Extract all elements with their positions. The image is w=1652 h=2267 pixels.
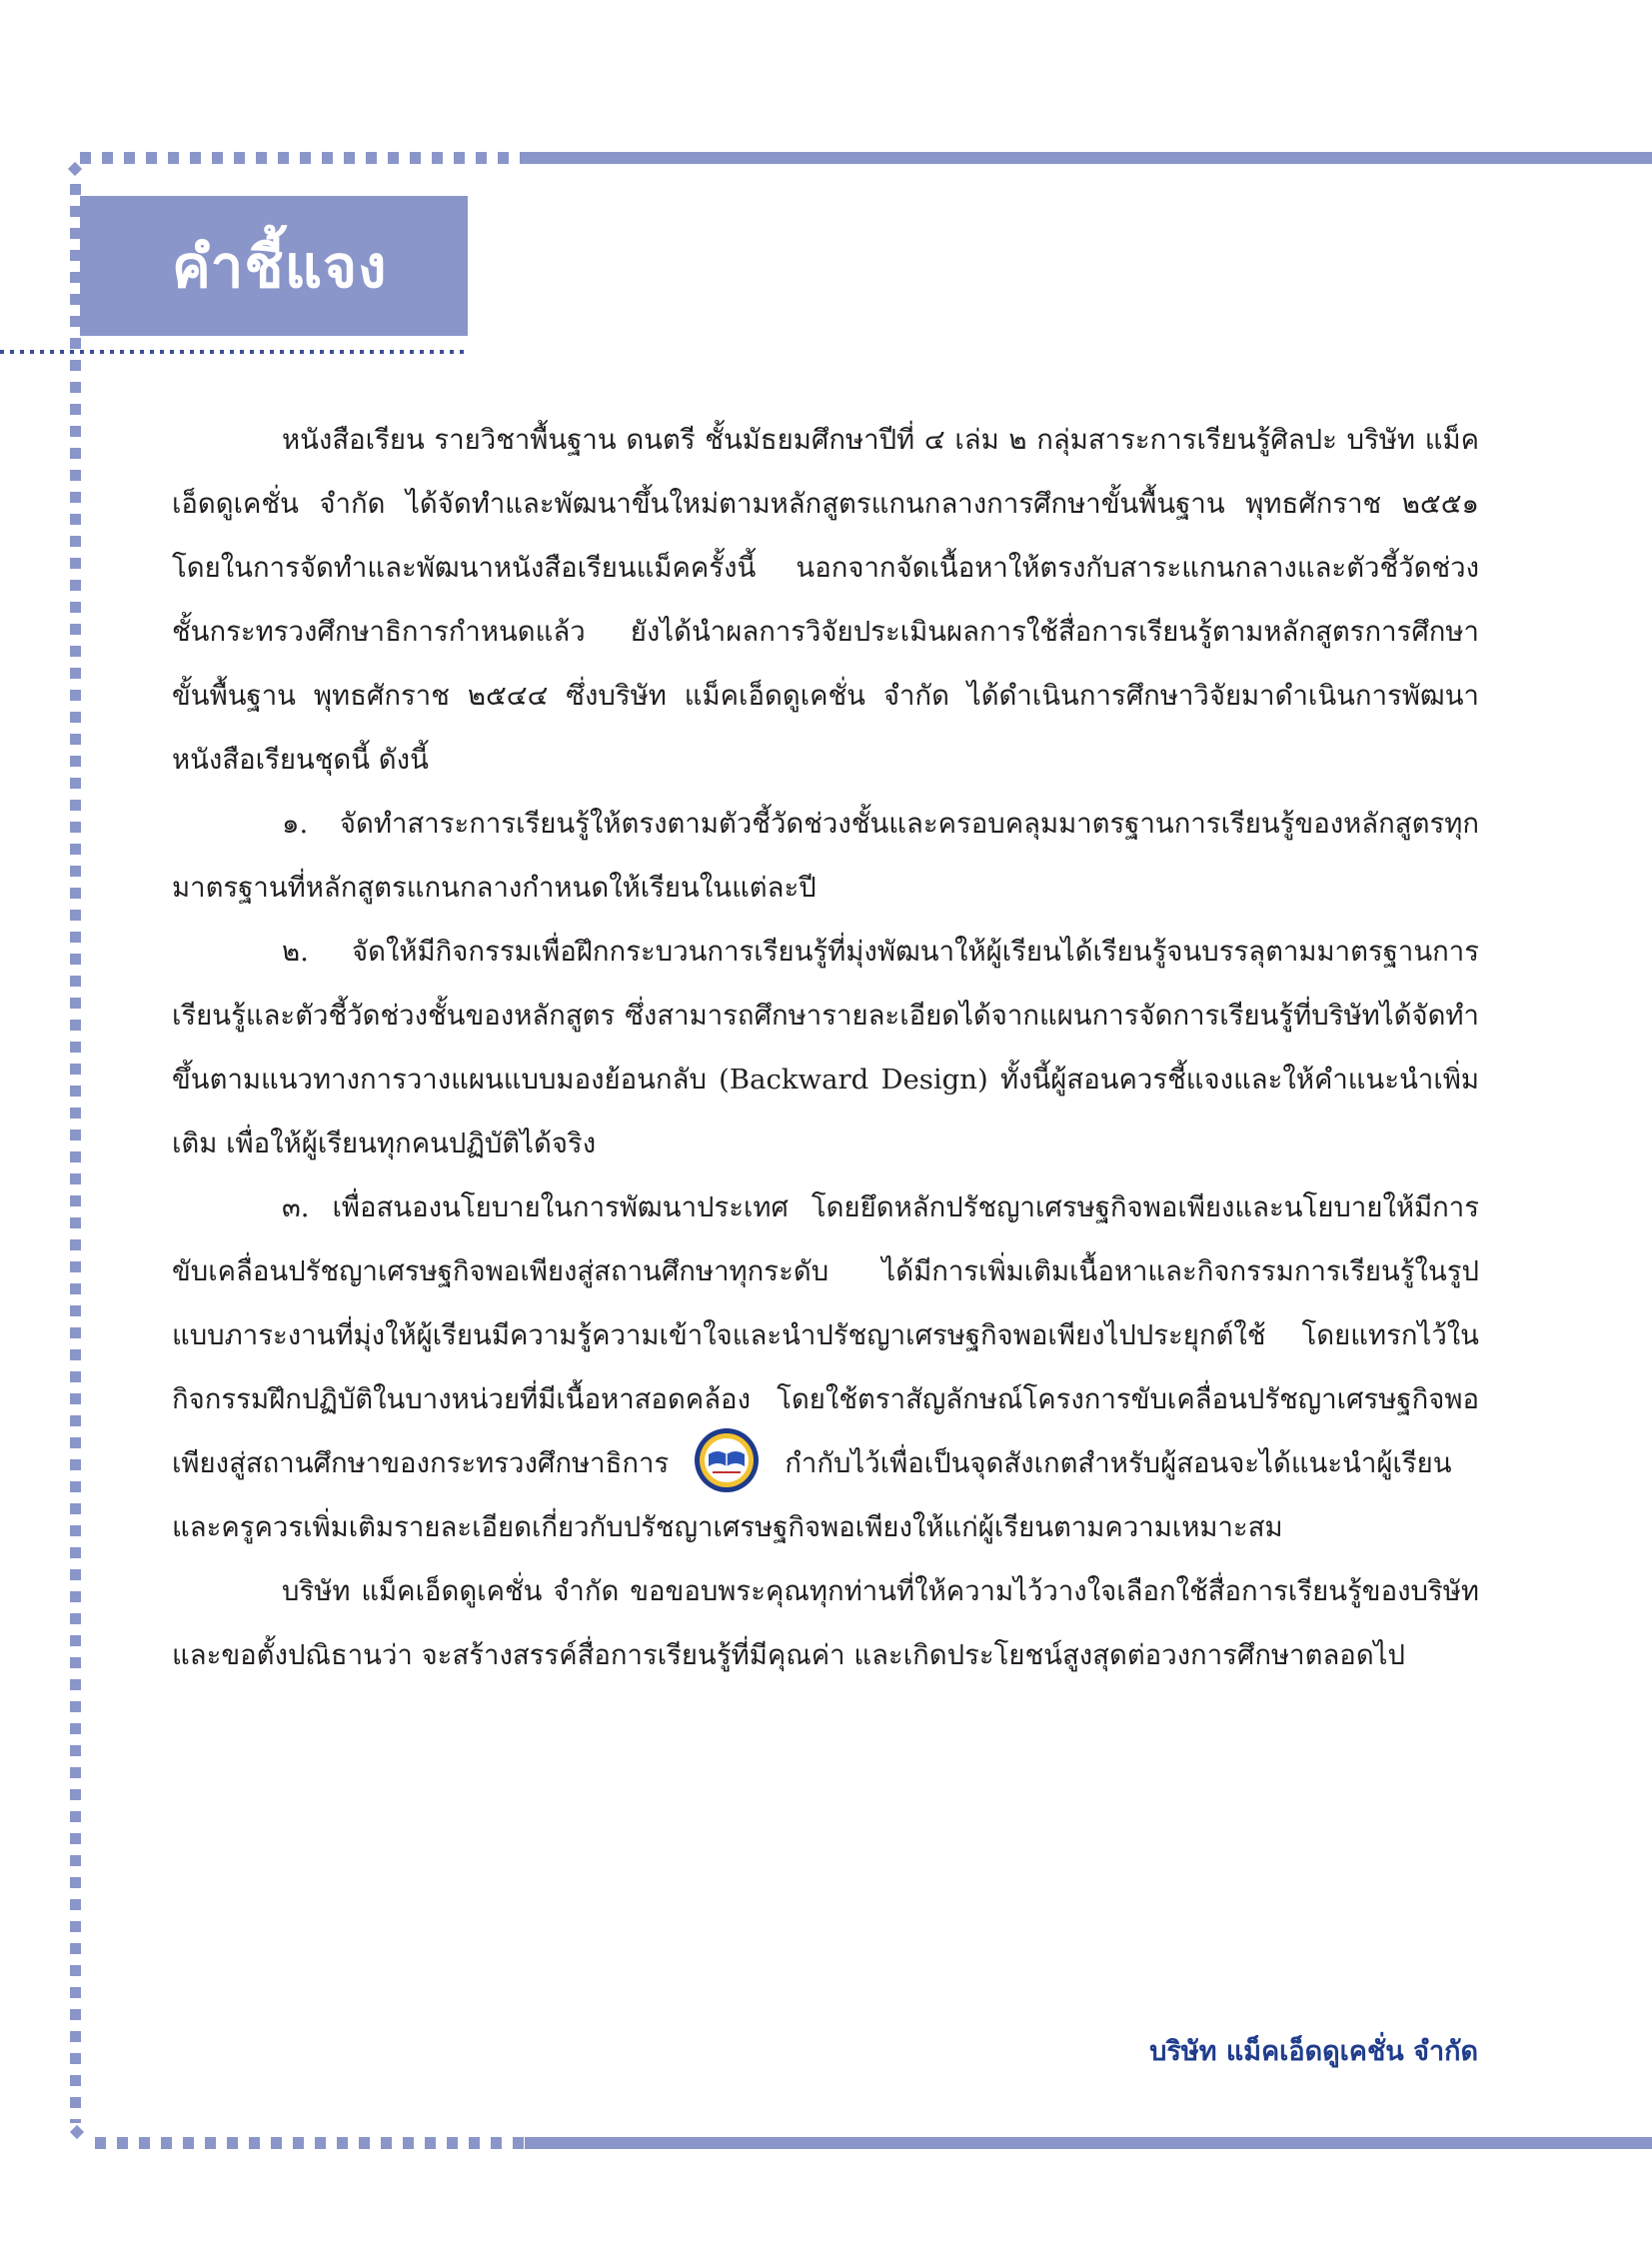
sufficiency-economy-emblem-icon bbox=[693, 1426, 761, 1494]
thanks-paragraph: บริษัท แม็คเอ็ดดูเคชั่น จำกัด ขอขอบพระคุณทุกท่านที่ให้ความไว้วางใจเลือกใช้สื่อการเรียนรู้ของบริษัท และขอตั้งปณิธานว่า จะสร้างสรรค์สื่อการเรียนรู้ที่มีคุณค่า และเกิดประโยชน์สูงสุดต่อวงการศึกษาตลอดไป bbox=[172, 1575, 1479, 1671]
point-3-text: ๓. เพื่อสนองนโยบายในการพัฒนาประเทศ โดยยึดหลักปรัชญาเศรษฐกิจพอเพียงและนโยบายให้มีการขับเคลื่อนปรัชญาเศรษฐกิจพอเพียงสู่สถานศึกษาทุกระดับ ได้มีการเพิ่มเติมเนื้อหาและกิจกรรมการเรียนรู้ในรูปแบบภาระงานที่มุ่งให้ผู้เรียนมีความรู้ความเข้าใจและนำปรัชญาเศรษฐกิจพอเพียงไปประยุกต์ใช้ โดยแทรกไว้ในกิจกรรมฝึกปฏิบัติในบางหน่วยที่มีเนื้อหาสอดคล้อง โดยใช้ตราสัญลักษณ์โครงการขับเคลื่อนปรัชญาเศรษฐกิจพอเพียงสู่สถานศึกษาของกระทรวงศึกษาธิการ bbox=[172, 1191, 1479, 1479]
frame-bottom-dots bbox=[95, 2137, 525, 2149]
frame-top-dots bbox=[80, 152, 530, 164]
publisher-signature: บริษัท แม็คเอ็ดดูเคชั่น จำกัด bbox=[1149, 2036, 1478, 2067]
point-3-continuation: กำกับไว้เพื่อเป็นจุดสังเกตสำหรับผู้สอนจะได้แนะนำผู้เรียน และครูควรเพิ่มเติมรายละเอียดเกี่ยวกับปรัชญาเศรษฐกิจพอเพียงให้แก่ผู้เรียนตามความเหมาะสม bbox=[172, 1447, 1452, 1543]
page-title: คำชี้แจง bbox=[172, 232, 388, 301]
body-text bbox=[172, 408, 1479, 1687]
frame-top-bar bbox=[525, 152, 1652, 164]
title-underline bbox=[0, 350, 468, 354]
frame-corner-bottom bbox=[70, 2125, 84, 2139]
point-3-paragraph bbox=[172, 1175, 1479, 1559]
frame-bottom-bar bbox=[525, 2137, 1652, 2149]
frame-left-dots bbox=[70, 184, 81, 2123]
point-1-paragraph: ๑. จัดทำสาระการเรียนรู้ให้ตรงตามตัวชี้วัดช่วงชั้นและครอบคลุมมาตรฐานการเรียนรู้ของหลักสูตรทุกมาตรฐานที่หลักสูตรแกนกลางกำหนดให้เรียนในแต่ละปี bbox=[172, 808, 1479, 904]
title-banner bbox=[80, 196, 468, 336]
intro-paragraph: หนังสือเรียน รายวิชาพื้นฐาน ดนตรี ชั้นมัธยมศึกษาปีที่ ๔ เล่ม ๒ กลุ่มสาระการเรียนรู้ศิลปะ บริษัท แม็คเอ็ดดูเคชั่น จำกัด ได้จัดทำและพัฒนาขึ้นใหม่ตามหลักสูตรแกนกลางการศึกษาขั้นพื้นฐาน พุทธศักราช ๒๕๕๑ โดยในการจัดทำและพัฒนาหนังสือเรียนแม็คครั้งนี้ นอกจากจัดเนื้อหาให้ตรงกับสาระแกนกลางและตัวชี้วัดช่วงชั้นกระทรวงศึกษาธิการกำหนดแล้ว ยังได้นำผลการวิจัยประเมินผลการใช้สื่อการเรียนรู้ตามหลักสูตรการศึกษา ขั้นพื้นฐาน พุทธศักราช ๒๕๔๔ ซึ่งบริษัท แม็คเอ็ดดูเคชั่น จำกัด ได้ดำเนินการศึกษาวิจัยมาดำเนินการพัฒนาหนังสือเรียนชุดนี้ ดังนี้ bbox=[172, 424, 1479, 776]
frame-corner-top bbox=[68, 162, 82, 176]
point-2-paragraph: ๒. จัดให้มีกิจกรรมเพื่อฝึกกระบวนการเรียนรู้ที่มุ่งพัฒนาให้ผู้เรียนได้เรียนรู้จนบรรลุตามมาตรฐานการเรียนรู้และตัวชี้วัดช่วงชั้นของหลักสูตร ซึ่งสามารถศึกษารายละเอียดได้จากแผนการจัดการเรียนรู้ที่บริษัทได้จัดทำขึ้นตามแนวทางการวางแผนแบบมองย้อนกลับ (Backward Design) ทั้งนี้ผู้สอนควรชี้แจงและให้คำแนะนำเพิ่มเติม เพื่อให้ผู้เรียนทุกคนปฏิบัติได้จริง bbox=[172, 936, 1479, 1159]
